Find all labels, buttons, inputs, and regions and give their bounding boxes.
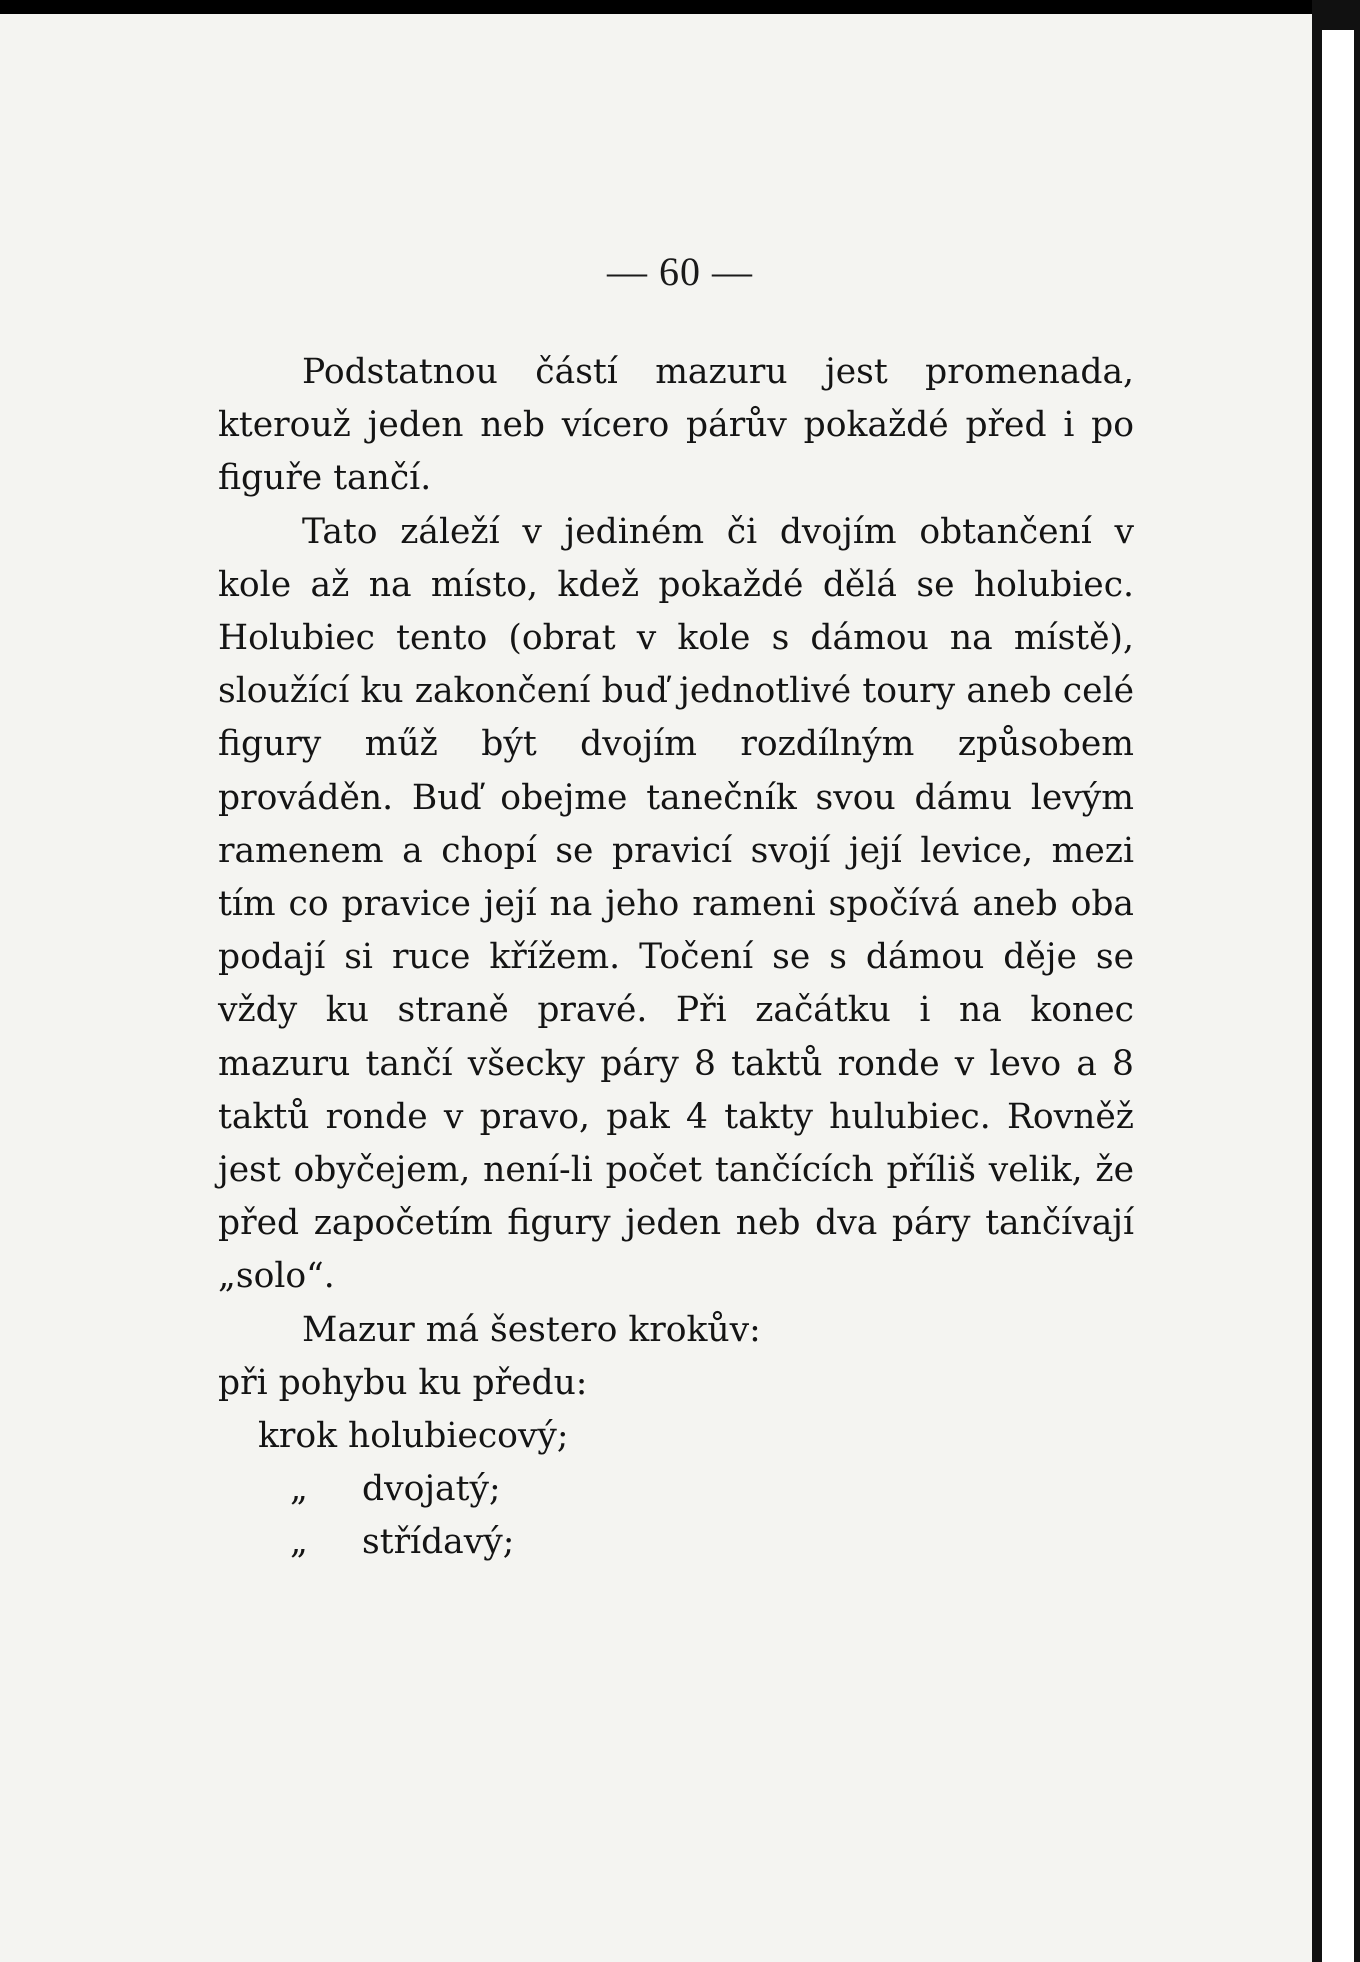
ditto-mark: „ [290, 1469, 308, 1510]
step-item [218, 1516, 1134, 1569]
paragraph-holubiec: Tato záleží v jediném či dvojím obtančení v kole až na místo, kdež pokaždé dělá se holubiec. Holubiec tento (obrat v kole s dámou na místě), sloužící ku zakončení buď jednotlivé toury aneb celé figury műž být dvojím rozdílným způsobem prováděn. Buď obejme tanečník svou dámu levým ramenem a chopí se pravicí svojí její levice, mezi tím co pravice její na jeho rameni spočívá aneb oba podají si ruce křížem. Točení se s dámou děje se vždy ku straně pravé. Při začátku i na konec mazuru tančí všecky páry 8 taktů ronde v levo a 8 taktů ronde v pravo, pak 4 takty hulubiec. Rovněž jest obyčejem, není-li počet tančících příliš velik, že před započetím figury jeden neb dva páry tančívají „solo“. [218, 511, 1134, 1297]
adjacent-page-strip [1322, 30, 1354, 1962]
step-item [218, 1463, 1134, 1516]
page-body [218, 346, 1134, 1570]
page-number: — 60 — [607, 249, 753, 294]
step-text: krok holubiecový; [258, 1416, 569, 1457]
forward-heading: při pohybu ku předu: [218, 1362, 588, 1403]
step-item [218, 1410, 1134, 1463]
step-text: střídavý; [362, 1522, 515, 1563]
ditto-mark: „ [290, 1522, 308, 1563]
steps-intro: Mazur má šestero krokův: [302, 1309, 761, 1350]
paragraph-promenade: Podstatnou částí mazuru jest promenada, kterouž jeden neb vícero párův pokaždé před i po figuře tančí. [218, 352, 1134, 499]
step-text: dvojatý; [362, 1469, 501, 1510]
